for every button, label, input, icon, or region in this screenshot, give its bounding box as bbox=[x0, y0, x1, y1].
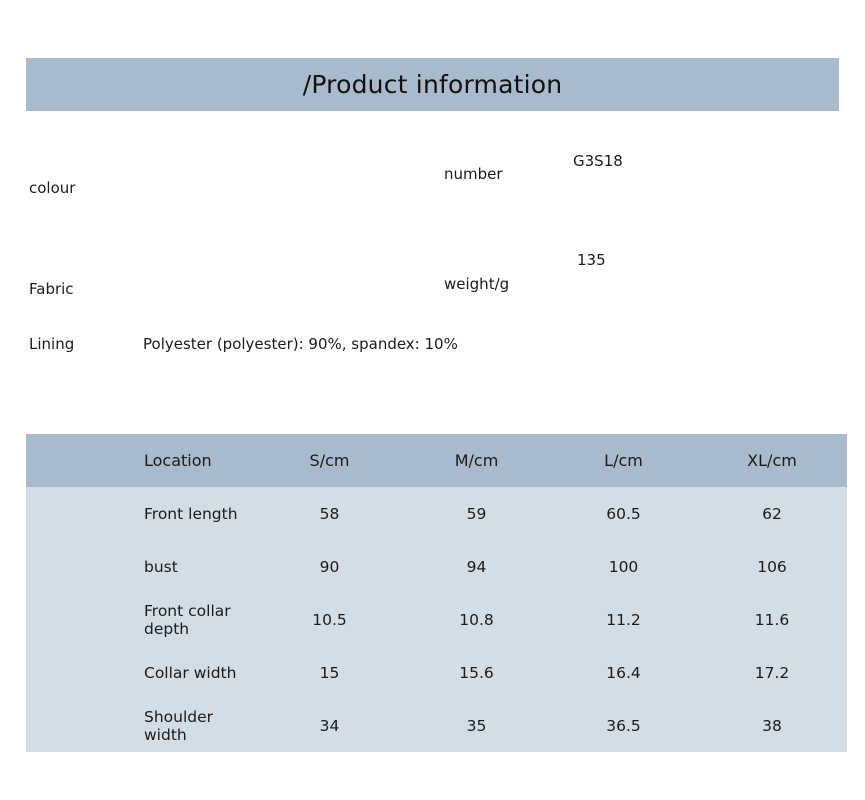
table-header-row bbox=[26, 434, 847, 487]
column-header-xl: XL/cm bbox=[697, 434, 847, 487]
cell-l: 60.5 bbox=[550, 487, 697, 540]
cell-location: Front length bbox=[26, 487, 256, 540]
table-row bbox=[26, 699, 847, 752]
column-header-location: Location bbox=[26, 434, 256, 487]
cell-s: 58 bbox=[256, 487, 403, 540]
table-row bbox=[26, 646, 847, 699]
cell-xl: 62 bbox=[697, 487, 847, 540]
cell-m: 10.8 bbox=[403, 593, 550, 646]
cell-l: 11.2 bbox=[550, 593, 697, 646]
column-header-s: S/cm bbox=[256, 434, 403, 487]
info-row-lining bbox=[0, 315, 865, 375]
cell-xl: 106 bbox=[697, 540, 847, 593]
cell-m: 15.6 bbox=[403, 646, 550, 699]
cell-s: 34 bbox=[256, 699, 403, 752]
cell-l: 16.4 bbox=[550, 646, 697, 699]
cell-s: 90 bbox=[256, 540, 403, 593]
info-row-colour bbox=[0, 111, 865, 213]
cell-xl: 38 bbox=[697, 699, 847, 752]
table-row bbox=[26, 593, 847, 646]
cell-m: 59 bbox=[403, 487, 550, 540]
cell-xl: 11.6 bbox=[697, 593, 847, 646]
size-chart-table bbox=[26, 434, 847, 752]
product-info-block bbox=[0, 111, 865, 375]
page-title: /Product information bbox=[302, 70, 563, 99]
size-chart-header bbox=[26, 434, 847, 487]
cell-m: 94 bbox=[403, 540, 550, 593]
table-row bbox=[26, 540, 847, 593]
weight-label: weight/g bbox=[444, 275, 510, 293]
table-row bbox=[26, 487, 847, 540]
column-header-l: L/cm bbox=[550, 434, 697, 487]
lining-value: Polyester (polyester): 90%, spandex: 10% bbox=[143, 335, 458, 353]
number-label: number bbox=[444, 165, 503, 183]
product-information-banner bbox=[26, 58, 839, 111]
number-value: G3S18 bbox=[573, 152, 623, 170]
cell-s: 10.5 bbox=[256, 593, 403, 646]
fabric-label: Fabric bbox=[29, 280, 74, 298]
cell-location: Shoulder width bbox=[26, 699, 256, 752]
weight-value: 135 bbox=[577, 251, 606, 269]
cell-l: 36.5 bbox=[550, 699, 697, 752]
cell-location: Collar width bbox=[26, 646, 256, 699]
info-row-fabric bbox=[0, 213, 865, 315]
cell-xl: 17.2 bbox=[697, 646, 847, 699]
colour-label: colour bbox=[29, 179, 76, 197]
size-chart-body bbox=[26, 487, 847, 752]
column-header-m: M/cm bbox=[403, 434, 550, 487]
cell-location: Front collar depth bbox=[26, 593, 256, 646]
cell-s: 15 bbox=[256, 646, 403, 699]
lining-label: Lining bbox=[29, 335, 75, 353]
cell-m: 35 bbox=[403, 699, 550, 752]
cell-location: bust bbox=[26, 540, 256, 593]
cell-l: 100 bbox=[550, 540, 697, 593]
